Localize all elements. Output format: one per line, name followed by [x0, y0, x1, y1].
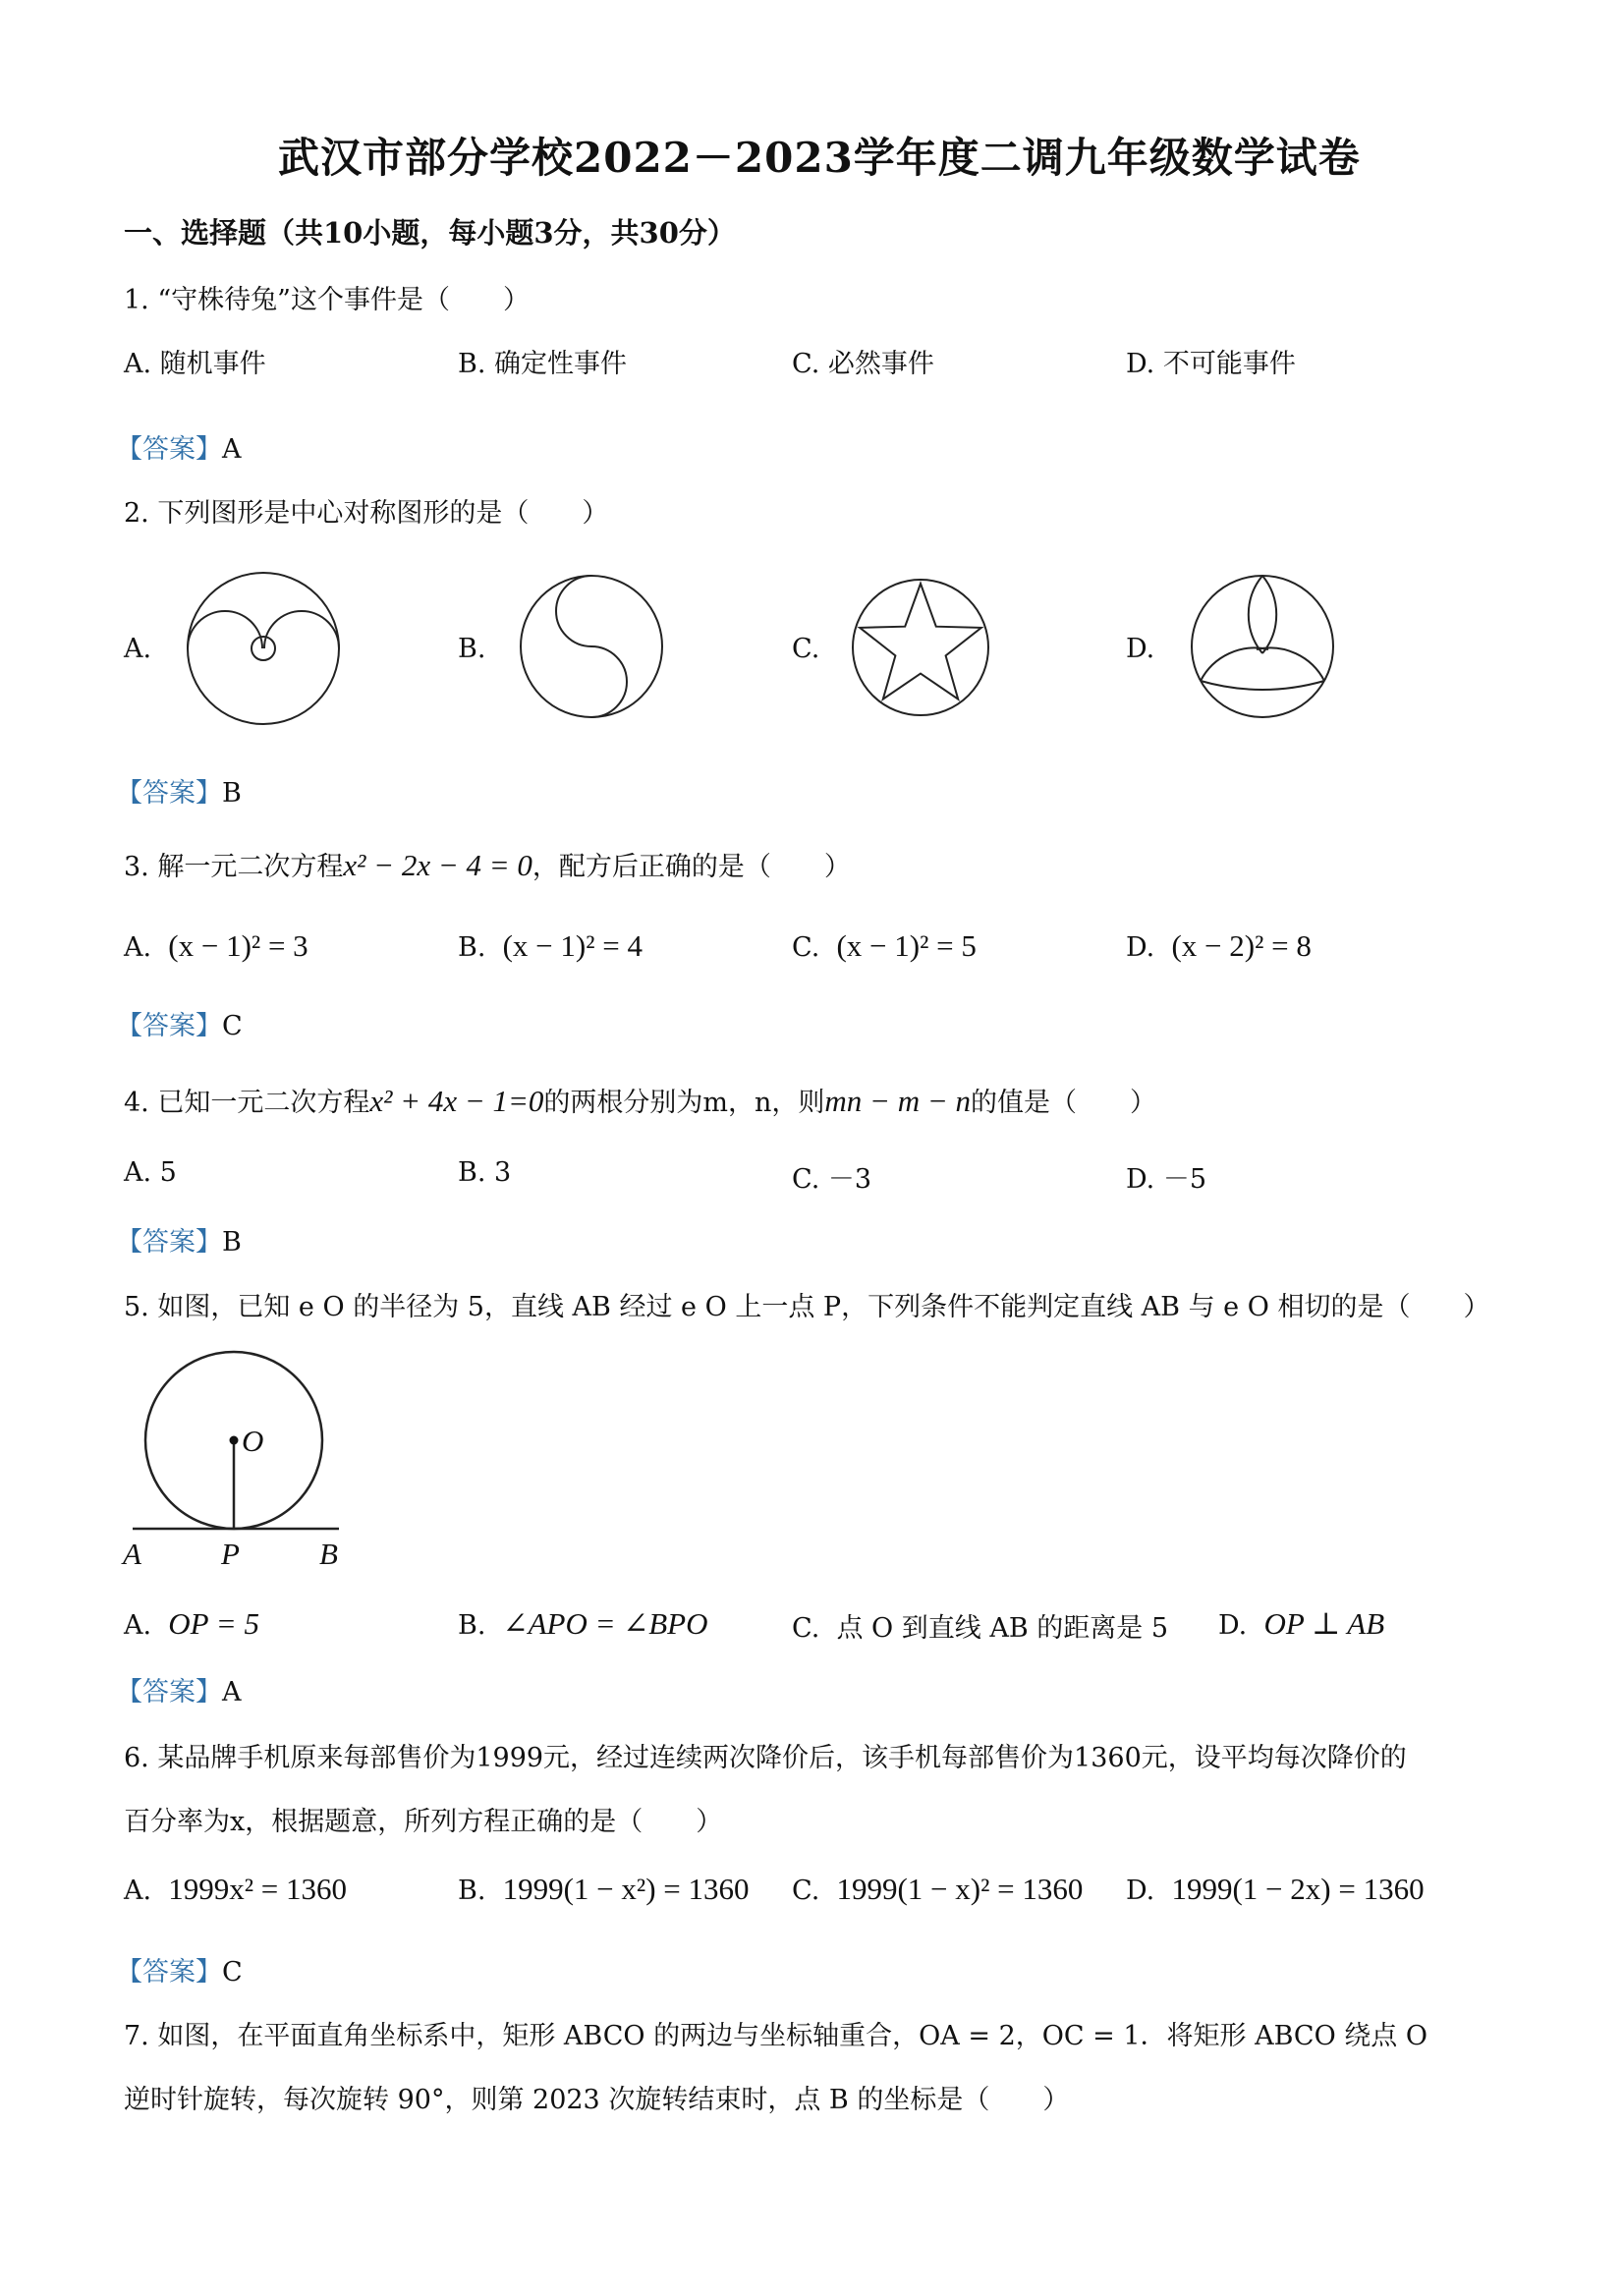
answer-value: A — [222, 1677, 242, 1708]
q3-stem — [124, 845, 851, 883]
q6-option-a — [124, 1872, 347, 1907]
option-label: B. — [458, 1610, 486, 1641]
q3-answer — [116, 1004, 243, 1042]
option-math: (x − 1)² = 4 — [502, 928, 644, 963]
page-title: 武汉市部分学校2022－2023学年度二调九年级数学试卷 — [278, 134, 1361, 182]
q7-stem-line1: 7. 如图，在平面直角坐标系中，矩形 ABCO 的两边与坐标轴重合，OA = 2，OC = 1．将矩形 ABCO 绕点 O — [124, 2021, 1428, 2051]
q3-option-c — [792, 928, 977, 964]
option-math: 1999(1 − x)² = 1360 — [836, 1872, 1084, 1906]
q2-option-d-label: D. — [1126, 634, 1155, 664]
q6-answer — [116, 1950, 243, 1988]
label-o: O — [242, 1424, 264, 1458]
q4-stem-suffix: 的值是（ ） — [971, 1088, 1157, 1118]
center-point — [230, 1436, 239, 1445]
q4-answer — [116, 1220, 242, 1259]
option-math: (x − 1)² = 5 — [836, 928, 977, 963]
label-b: B — [319, 1537, 338, 1571]
q3-option-d — [1126, 928, 1312, 964]
q1-option-a: A. 随机事件 — [124, 349, 266, 379]
label-p: P — [221, 1537, 240, 1571]
q4-stem-prefix: 4. 已知一元二次方程 — [124, 1088, 370, 1118]
q5-stem: 5. 如图，已知 e O 的半径为 5，直线 AB 经过 e O 上一点 P，下列条件不能判定直线 AB 与 e O 相切的是（ ） — [124, 1292, 1490, 1322]
q4-option-c: C. －3 — [792, 1164, 872, 1195]
q2-figure-c — [851, 578, 990, 717]
q6-option-d — [1126, 1872, 1425, 1907]
q5-answer — [116, 1670, 242, 1708]
option-math: 1999(1 − x²) = 1360 — [502, 1872, 750, 1906]
q6-stem-line1: 6. 某品牌手机原来每部售价为1999元，经过连续两次降价后，该手机每部售价为1360元，设平均每次降价的 — [124, 1743, 1407, 1773]
q5-option-d — [1218, 1606, 1384, 1642]
q5-option-b — [458, 1606, 708, 1642]
q2-figure-b — [518, 573, 665, 720]
q6-option-b — [458, 1872, 750, 1907]
option-label: D. — [1126, 932, 1155, 963]
answer-value: B — [222, 1227, 242, 1258]
option-math: OP ⊥ AB — [1263, 1606, 1385, 1641]
q1-option-b: B. 确定性事件 — [458, 349, 628, 379]
option-text: 点 O 到直线 AB 的距离是 5 — [836, 1613, 1169, 1644]
q6-option-c — [792, 1872, 1083, 1907]
option-label: B. — [458, 1876, 486, 1906]
q2-option-c-label: C. — [792, 634, 820, 664]
option-label: C. — [792, 1613, 820, 1644]
q1-stem: 1. “守株待兔”这个事件是（ ） — [124, 285, 530, 315]
answer-tag: 【答案】 — [116, 1227, 222, 1258]
q3-option-a — [124, 928, 308, 964]
answer-value: B — [222, 778, 242, 809]
option-label: D. — [1218, 1610, 1248, 1641]
option-label: D. — [1126, 1876, 1155, 1906]
answer-tag: 【答案】 — [116, 434, 222, 465]
q1-option-d: D. 不可能事件 — [1126, 349, 1296, 379]
option-math: ∠APO = ∠BPO — [502, 1606, 708, 1641]
q3-option-b — [458, 928, 643, 964]
option-label: A. — [124, 1610, 152, 1641]
option-math: 1999(1 − 2x) = 1360 — [1171, 1872, 1425, 1906]
q4-expression: mn − m − n — [824, 1084, 972, 1118]
option-math: 1999x² = 1360 — [168, 1872, 348, 1906]
q4-option-b: B. 3 — [458, 1157, 512, 1188]
q2-stem: 2. 下列图形是中心对称图形的是（ ） — [124, 498, 609, 529]
q5-figure — [123, 1346, 359, 1572]
option-label: C. — [792, 932, 820, 963]
q3-equation: x² − 2x − 4 = 0 — [343, 848, 532, 882]
option-math: (x − 2)² = 8 — [1171, 928, 1312, 963]
option-label: A. — [124, 1876, 152, 1906]
option-math: OP = 5 — [168, 1606, 259, 1641]
q1-option-c: C. 必然事件 — [792, 349, 934, 379]
q4-option-d: D. －5 — [1126, 1164, 1207, 1195]
answer-value: C — [222, 1957, 243, 1988]
option-label: A. — [124, 932, 152, 963]
q7-stem-line2: 逆时针旋转，每次旋转 90°，则第 2023 次旋转结束时，点 B 的坐标是（ ） — [124, 2085, 1070, 2115]
section-heading: 一、选择题（共10小题，每小题3分，共30分） — [124, 216, 736, 250]
q4-option-a: A. 5 — [124, 1157, 177, 1188]
answer-tag: 【答案】 — [116, 778, 222, 809]
q2-answer — [116, 771, 242, 810]
q4-equation: x² + 4x − 1=0 — [369, 1084, 544, 1118]
q3-stem-prefix: 3. 解一元二次方程 — [124, 852, 344, 882]
q5-option-c — [792, 1606, 1168, 1645]
answer-value: C — [222, 1011, 243, 1041]
option-label: C. — [792, 1876, 820, 1906]
q3-stem-suffix: ，配方后正确的是（ ） — [532, 852, 851, 882]
q2-figure-d — [1189, 573, 1336, 720]
q4-stem — [124, 1081, 1156, 1119]
answer-tag: 【答案】 — [116, 1011, 222, 1041]
q2-option-a-label: A. — [124, 634, 152, 664]
option-math: (x − 1)² = 3 — [168, 928, 308, 963]
q6-stem-line2: 百分率为x，根据题意，所列方程正确的是（ ） — [124, 1807, 723, 1837]
label-a: A — [123, 1537, 141, 1571]
answer-value: A — [222, 434, 242, 465]
answer-tag: 【答案】 — [116, 1957, 222, 1988]
q4-stem-mid: 的两根分别为m，n，则 — [543, 1088, 825, 1118]
q2-option-b-label: B. — [458, 634, 486, 664]
option-label: B. — [458, 932, 486, 963]
q2-figure-a — [185, 570, 342, 727]
q5-option-a — [124, 1606, 259, 1642]
q1-answer — [116, 427, 242, 466]
answer-tag: 【答案】 — [116, 1677, 222, 1708]
